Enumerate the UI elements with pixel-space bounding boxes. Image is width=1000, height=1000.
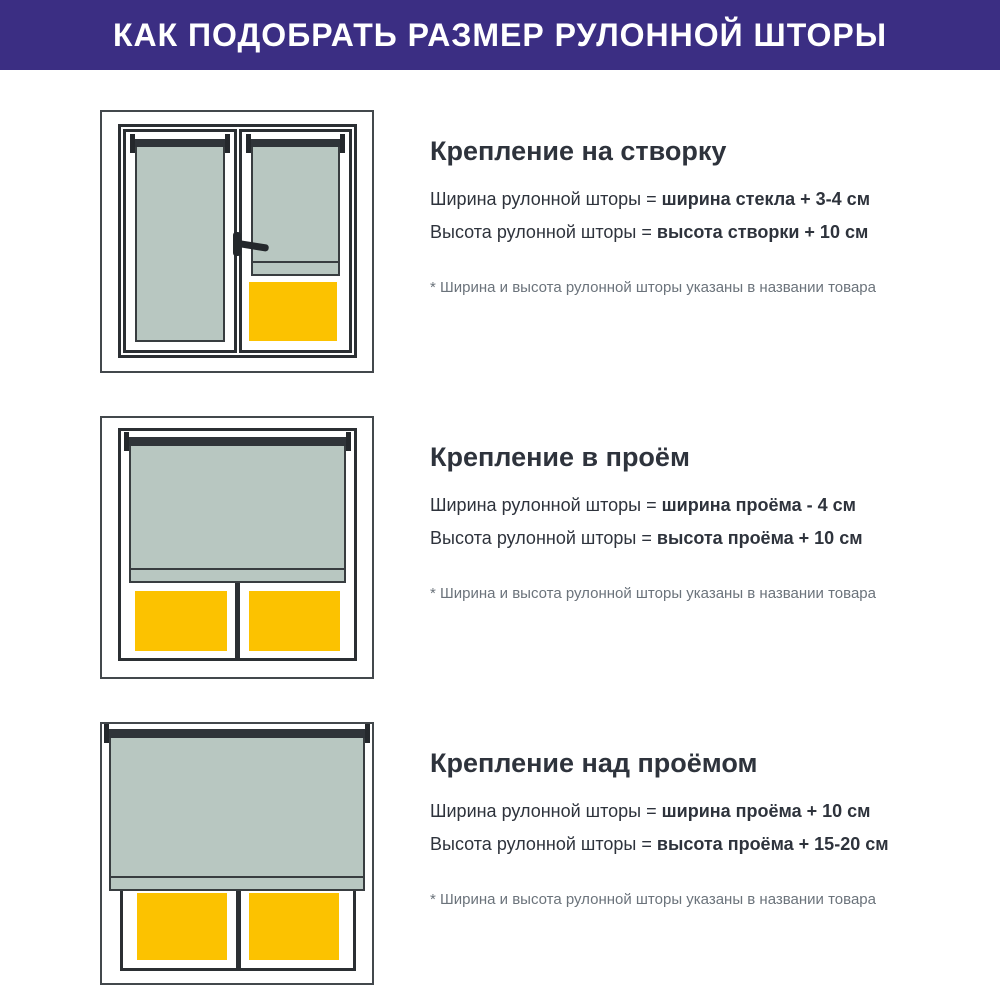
width-label: Ширина рулонной шторы = (430, 801, 657, 821)
height-value: высота проёма + 15-20 см (656, 834, 889, 854)
height-value: высота проёма + 10 см (656, 528, 863, 548)
width-formula (430, 798, 970, 825)
page-title: КАК ПОДОБРАТЬ РАЗМЕР РУЛОННОЙ ШТОРЫ (112, 16, 888, 53)
section-mount-above-opening (0, 722, 1000, 1000)
blind-fabric (109, 734, 365, 891)
width-label: Ширина рулонной шторы = (430, 495, 657, 515)
section-title: Крепление над проёмом (430, 748, 758, 778)
section-title: Крепление в проём (430, 442, 690, 472)
blind-hem-bar (131, 568, 344, 581)
roller-bar-icon (126, 437, 349, 446)
width-value: ширина проёма - 4 см (661, 495, 856, 515)
window-sash-right (239, 129, 353, 353)
window-frame (118, 428, 357, 661)
blind-hem-bar (253, 261, 339, 274)
roller-bar-icon (248, 139, 344, 147)
glass-pane (249, 591, 341, 651)
blind-hem-bar (111, 876, 363, 889)
roller-bar-icon (132, 139, 228, 147)
height-formula (430, 831, 970, 858)
width-formula (430, 186, 970, 213)
section-text (430, 438, 970, 604)
height-value: высота створки + 10 см (656, 222, 869, 242)
window-frame (118, 124, 357, 358)
width-value: ширина проёма + 10 см (661, 801, 871, 821)
section-title: Крепление на створку (430, 136, 727, 166)
glass-pane (249, 893, 339, 960)
glass-pane (137, 893, 227, 960)
section-text (430, 744, 970, 910)
section-text (430, 132, 970, 298)
section-mount-in-opening (0, 416, 1000, 706)
window-handle-icon (233, 232, 273, 260)
footnote: * Ширина и высота рулонной шторы указаны в названии товара (430, 279, 876, 296)
width-formula (430, 492, 970, 519)
height-formula (430, 219, 970, 246)
glass-pane (249, 282, 338, 341)
illustration-blind-on-sash (100, 110, 374, 373)
height-label: Высота рулонной шторы = (430, 834, 652, 854)
title-banner (0, 0, 1000, 70)
illustration-blind-in-opening (100, 416, 374, 679)
window-sash-left (123, 129, 237, 353)
height-label: Высота рулонной шторы = (430, 222, 652, 242)
illustration-blind-above-opening (100, 722, 374, 985)
blind-fabric (129, 443, 346, 583)
height-formula (430, 525, 970, 552)
footnote: * Ширина и высота рулонной шторы указаны в названии товара (430, 891, 876, 908)
blind-fabric (135, 144, 225, 342)
section-mount-on-sash (0, 110, 1000, 400)
width-label: Ширина рулонной шторы = (430, 189, 657, 209)
height-label: Высота рулонной шторы = (430, 528, 652, 548)
footnote: * Ширина и высота рулонной шторы указаны в названии товара (430, 585, 876, 602)
width-value: ширина стекла + 3-4 см (661, 189, 871, 209)
glass-pane (135, 591, 227, 651)
roller-bar-icon (106, 729, 368, 738)
